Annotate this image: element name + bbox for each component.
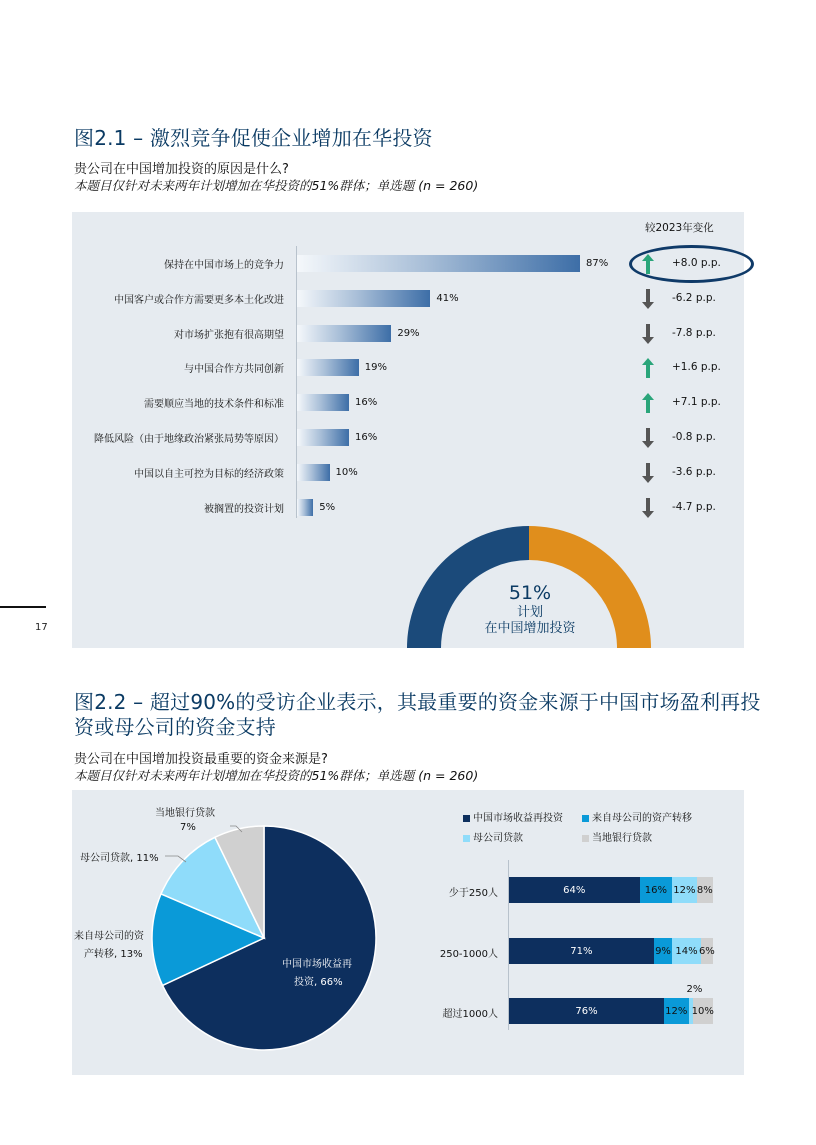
- bar-value-label: 41%: [436, 292, 459, 304]
- bar-category-label: 中国客户或合作方需要更多本土化改进: [114, 294, 284, 306]
- pie-label-parent-transfer-line2: 产转移, 13%: [84, 949, 143, 960]
- legend-parent-loan: [463, 829, 523, 844]
- legend-label-parent-loan: 母公司贷款: [473, 833, 523, 844]
- legend-swatch-local-bank: [582, 835, 589, 842]
- stacked-segment: 9%: [654, 938, 672, 964]
- bar-category-label: 需要顺应当地的技术条件和标准: [144, 399, 284, 411]
- bar-category-label: 中国以自主可控为目标的经济政策: [134, 468, 284, 480]
- legend-swatch-parent-transfer: [582, 815, 589, 822]
- change-value-label: -3.6 p.p.: [672, 465, 716, 478]
- arrow-up-icon: [642, 393, 654, 413]
- arrow-down-icon: [642, 289, 654, 309]
- arrow-down-icon: [642, 463, 654, 483]
- bar-mark: [297, 255, 580, 272]
- stacked-segment: 6%: [701, 938, 713, 964]
- change-value-label: +1.6 p.p.: [672, 361, 721, 374]
- donut-label-line1: 计划: [516, 605, 543, 620]
- legend-parent-transfer: [582, 809, 692, 824]
- figure-2-2-title-line2: 资或母公司的资金支持: [74, 715, 276, 739]
- arrow-down-icon: [642, 324, 654, 344]
- change-value-label: -6.2 p.p.: [672, 291, 716, 304]
- change-value-label: -4.7 p.p.: [672, 500, 716, 513]
- bar-value-label: 87%: [586, 258, 609, 269]
- arrow-down-icon: [642, 428, 654, 448]
- page-number: 17: [35, 622, 48, 633]
- stacked-segment: 64%: [509, 877, 640, 903]
- bar-mark: [297, 499, 313, 516]
- bar-mark: [297, 429, 349, 446]
- change-header: 较2023年变化: [645, 222, 714, 234]
- figure-2-2-question: 贵公司在中国增加投资最重要的资金来源是?: [74, 752, 328, 767]
- bar-value-label: 29%: [397, 327, 420, 339]
- figure-2-1-note: 本题目仅针对未来两年计划增加在华投资的51%群体；单选题 (n = 260): [74, 178, 479, 193]
- pie-label-local-bank-line2: 7%: [180, 822, 196, 833]
- bar-mark: [297, 359, 359, 376]
- bar-value-label: 19%: [364, 362, 388, 374]
- stacked-row-label: 少于250人: [448, 888, 498, 899]
- bar-value-label: 16%: [355, 432, 378, 443]
- arrow-up-icon: [642, 358, 654, 378]
- figure-2-2-note: 本题目仅针对未来两年计划增加在华投资的51%群体；单选题 (n = 260): [74, 768, 479, 783]
- legend-local-bank: [582, 829, 652, 844]
- legend-label-parent-transfer: 来自母公司的资产转移: [592, 813, 692, 824]
- pie-label-parent-transfer-line1: 来自母公司的资: [74, 931, 144, 942]
- stacked-segment: 12%: [672, 877, 696, 903]
- change-value-label: +8.0 p.p.: [672, 257, 721, 269]
- bar-category-label: 被搁置的投资计划: [204, 503, 284, 515]
- bar-value-label: 10%: [335, 466, 358, 478]
- change-value-label: +7.1 p.p.: [672, 396, 721, 409]
- page-divider: [0, 606, 46, 608]
- legend-swatch-reinvest: [463, 815, 470, 822]
- donut-label-line2: 在中国增加投资: [484, 621, 576, 636]
- pie-label-local-bank-line1: 当地银行贷款: [155, 808, 215, 819]
- bar-value-label: 16%: [355, 397, 378, 409]
- bar-mark: [297, 394, 349, 411]
- stacked-segment: 8%: [697, 877, 713, 903]
- donut-percent: 51%: [508, 582, 552, 604]
- bar-value-label: 5%: [319, 501, 336, 513]
- stacked-segment: 16%: [640, 877, 673, 903]
- highlight-ring: [629, 245, 754, 283]
- stacked-segment: 71%: [509, 938, 654, 964]
- pie-label-reinvest-line2: 投资, 66%: [294, 977, 343, 988]
- bar-category-label: 保持在中国市场上的竞争力: [164, 260, 284, 271]
- legend-label-local-bank: 当地银行贷款: [592, 833, 652, 844]
- legend-reinvest: [463, 809, 563, 824]
- bar-category-label: 与中国合作方共同创新: [184, 364, 284, 376]
- bar-mark: [297, 464, 330, 481]
- figure-2-2-title-line1: 图2.2 – 超过90%的受访企业表示，其最重要的资金来源于中国市场盈利再投: [74, 690, 761, 714]
- donut-chart: [72, 520, 744, 648]
- bar-category-label: 对市场扩张抱有很高期望: [174, 329, 284, 341]
- change-value-label: -7.8 p.p.: [672, 326, 716, 339]
- stacked-segment: 14%: [672, 938, 701, 964]
- figure-2-1-question: 贵公司在中国增加投资的原因是什么?: [74, 162, 289, 177]
- figure-2-1-title: 图2.1 – 激烈竞争促使企业增加在华投资: [74, 126, 433, 150]
- pie-label-parent-loan: 母公司贷款, 11%: [80, 853, 159, 864]
- arrow-down-icon: [642, 498, 654, 518]
- bar-mark: [297, 325, 391, 342]
- stacked-row-label: 250-1000人: [439, 949, 498, 960]
- legend-swatch-parent-loan: [463, 835, 470, 842]
- stacked-segment: 12%: [664, 998, 688, 1024]
- pie-label-reinvest-line1: 中国市场收益再: [282, 959, 352, 970]
- stacked-segment-outside-label: 2%: [686, 984, 703, 995]
- bar-mark: [297, 290, 430, 307]
- stacked-row-label: 超过1000人: [442, 1009, 498, 1020]
- stacked-segment: 10%: [693, 998, 713, 1024]
- bar-category-label: 降低风险（由于地缘政治紧张局势等原因）: [94, 434, 284, 445]
- stacked-segment: 76%: [509, 998, 664, 1024]
- change-value-label: -0.8 p.p.: [672, 431, 716, 443]
- legend-label-reinvest: 中国市场收益再投资: [473, 813, 563, 824]
